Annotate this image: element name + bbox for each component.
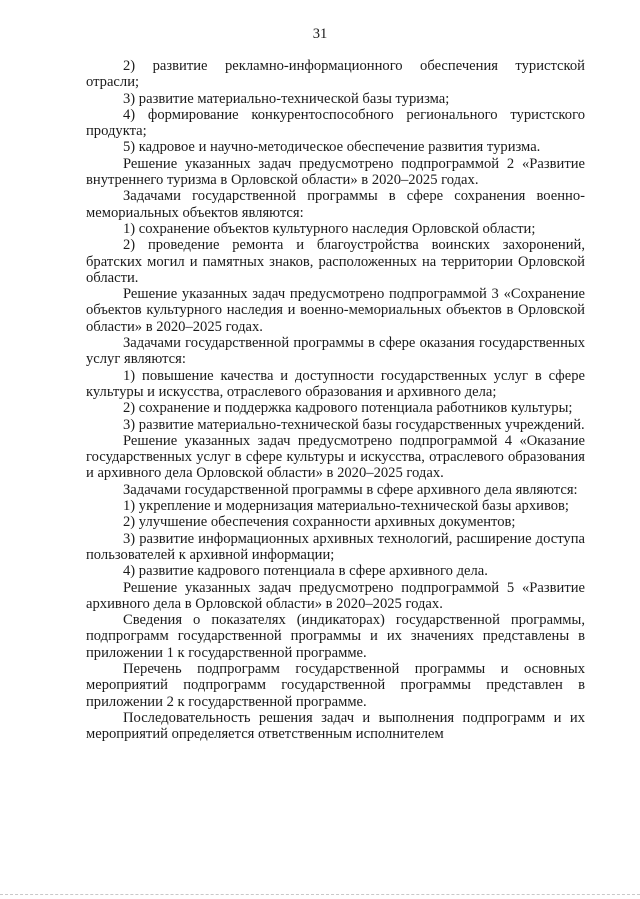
paragraph: 3) развитие материально-технической базы государственных учреждений.: [123, 416, 585, 433]
paragraph: Задачами государственной программы в сфере сохранения военно-мемориальных объектов являются:: [86, 188, 585, 221]
document-body: [86, 58, 585, 742]
paragraph: 1) сохранение объектов культурного наследия Орловской области;: [123, 220, 536, 237]
paragraph: 4) развитие кадрового потенциала в сфере архивного дела.: [123, 563, 488, 580]
paragraph: Решение указанных задач предусмотрено подпрограммой 3 «Сохранение объектов культурного наследия и военно-мемориальных объектов в Орловской области» в 2020–2025 годах.: [86, 286, 585, 335]
paragraph: 2) сохранение и поддержка кадрового потенциала работников культуры;: [123, 400, 573, 417]
paragraph: 2) проведение ремонта и благоустройства воинских захоронений, братских могил и памятных знаков, расположенных на территории Орловской области.: [86, 237, 585, 286]
paragraph: 1) повышение качества и доступности государственных услуг в сфере культуры и искусства, отраслевого образования и архивного дела;: [86, 367, 585, 400]
paragraph: Решение указанных задач предусмотрено подпрограммой 2 «Развитие внутреннего туризма в Орловской области» в 2020–2025 годах.: [86, 155, 585, 189]
paragraph: Решение указанных задач предусмотрено подпрограммой 4 «Оказание государственных услуг в сфере культуры и искусства, отраслевого образования и архивного дела Орловской области» в 2020–2025 годах.: [86, 432, 585, 482]
paragraph: Сведения о показателях (индикаторах) государственной программы, подпрограмм государственной программы и их значениях представлены в приложении 1 к государственной программе.: [86, 612, 585, 661]
paragraph: Перечень подпрограмм государственной программы и основных мероприятий подпрограмм государственной программы представлен в приложении 2 к государственной программе.: [86, 660, 585, 710]
paragraph: 4) формирование конкурентоспособного регионального туристского продукта;: [86, 106, 585, 140]
paragraph: Задачами государственной программы в сфере оказания государственных услуг являются:: [86, 335, 585, 368]
page-number: 31: [312, 26, 328, 42]
paragraph: Последовательность решения задач и выполнения подпрограмм и их мероприятий определяется ответственным исполнителем: [86, 709, 585, 743]
paragraph: 2) улучшение обеспечения сохранности архивных документов;: [123, 514, 516, 531]
paragraph: 1) укрепление и модернизация материально-технической базы архивов;: [123, 498, 569, 515]
scan-edge-line: [0, 894, 640, 896]
paragraph: 3) развитие материально-технической базы туризма;: [123, 90, 450, 107]
paragraph: Решение указанных задач предусмотрено подпрограммой 5 «Развитие архивного дела в Орловской области» в 2020–2025 годах.: [86, 579, 585, 612]
paragraph: 2) развитие рекламно-информационного обеспечения туристской отрасли;: [86, 58, 585, 91]
paragraph: 5) кадровое и научно-методическое обеспечение развития туризма.: [123, 139, 541, 156]
paragraph: Задачами государственной программы в сфере архивного дела являются:: [123, 481, 578, 498]
paragraph: 3) развитие информационных архивных технологий, расширение доступа пользователей к архивной информации;: [86, 530, 585, 563]
